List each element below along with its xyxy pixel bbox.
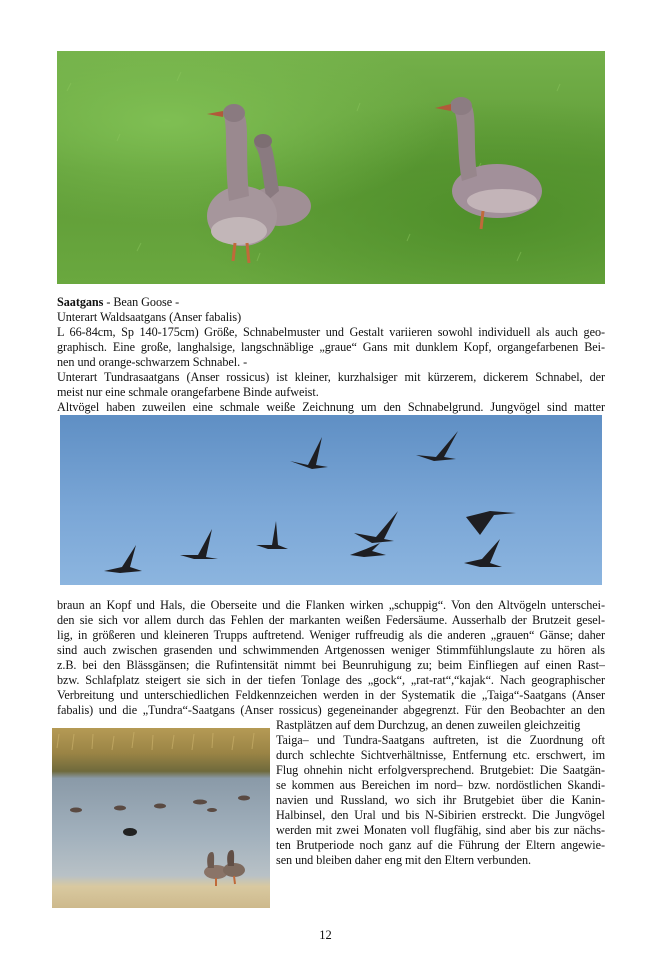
text-line: Rastplätzen auf dem Durchzug, an denen zuweilen gleichzeitig [276,718,581,732]
standing-geese [204,850,245,886]
text-line: nen und orange-schwarzem Schnabel. - [57,355,248,369]
text-line: Verbreitung und unterschiedlichen Feldkennzeichen werden in der Systematik die „Taiga“-Saatgans (Anser [57,688,605,702]
geese-on-grass-illustration [57,51,605,284]
photo-geese-on-grass [57,51,605,284]
text-line: sind auch zwischen grasenden und schwimmenden Artgenossen weniger Stimmfühlungslaute zu hören als [57,643,605,657]
text-line: Taiga– und Tundra-Saatgans auftreten, ist die Zuordnung oft [276,733,605,747]
page-number: 12 [319,928,332,942]
species-english-name: - Bean Goose - [103,295,180,309]
species-heading [57,295,179,310]
swimming-birds [70,796,250,837]
text-line: den sie sich vor allem durch das Fehlen der markanten weißen Federsäume. Ausserhalb der Brutzeit gesel- [57,613,605,627]
text-line: graphisch. Eine große, langhalsige, langschnäblige „graue“ Gans mit dunklem Kopf, organgefarbenen Bei- [57,340,605,354]
text-line: sen und bleiben daher eng mit den Eltern verbunden. [276,853,532,867]
text-line: Unterart Tundrasaatgans (Anser rossicus) ist kleiner, kurzhalsiger mit kürzerem, dickerem Schnabel, der [57,370,605,384]
text-line: durch schlechte Sichtverhältnisse, Entfernung etc. erschwert, im [276,748,605,762]
text-line: Altvögel haben zuweilen eine schmale weiße Zeichnung um den Schnabelgrund. Jungvögel sind matter [57,400,605,414]
text-line: Halbinsel, den Ural und bis N-Sibirien erstreckt. Die Jungvögel [276,808,605,822]
photo-geese-in-flight [60,415,602,585]
species-name: Saatgans [57,295,104,309]
text-line: braun an Kopf und Hals, die Oberseite und die Flanken wirken „schuppig“. Von den Altvögeln unterschei- [57,598,605,612]
text-line: werden mit zwei Monaten voll flugfähig, sind aber bis zur nächs- [276,823,605,837]
goose-right [435,97,542,229]
text-line: bzw. Schlafplatz steigert sie sich in der tiefen Tonlage des „gock“, „rat-rat“,“kajak“. Nach geographischer [57,673,605,687]
text-line: z.B. bei den Blässgänsen; die Rufintensität nimmt bei Beunruhigung zu; beim Einfliegen auf einen Rast– [57,658,605,672]
text-line: L 66-84cm, Sp 140-175cm) Größe, Schnabelmuster und Gestalt variieren sowohl individuell als auch geo- [57,325,605,339]
text-line: ten Brutperiode noch ganz auf die Führung der Eltern angewie- [276,838,605,852]
text-line: fabalis) und die „Tundra“-Saatgans (Anser rossicus) gegeneinander abgegrenzt. Für den Beobachter an den [57,703,605,717]
text-line: se kommen aus Bereichen im nord– bzw. nordöstlichen Skandi- [276,778,605,792]
text-line: meist nur eine schmale orangefarbene Binde aufweist. [57,385,319,399]
geese-in-flight-illustration [60,415,602,585]
wetland-illustration [52,728,270,908]
text-line: lig, in größeren und kleineren Trupps auftretend. Weniger ruffreudig als die anderen „grauen“ Gänse; daher [57,628,605,642]
photo-wetland-geese [52,728,270,908]
text-line: navien und Russland, wo sich ihr Brutgebiet über die Kanin- [276,793,605,807]
flying-geese [104,431,516,573]
text-line: Flug ohnehin nicht erfolgversprechend. Brutgebiet: Die Saatgän- [276,763,605,777]
text-line: Unterart Waldsaatgans (Anser fabalis) [57,310,242,324]
